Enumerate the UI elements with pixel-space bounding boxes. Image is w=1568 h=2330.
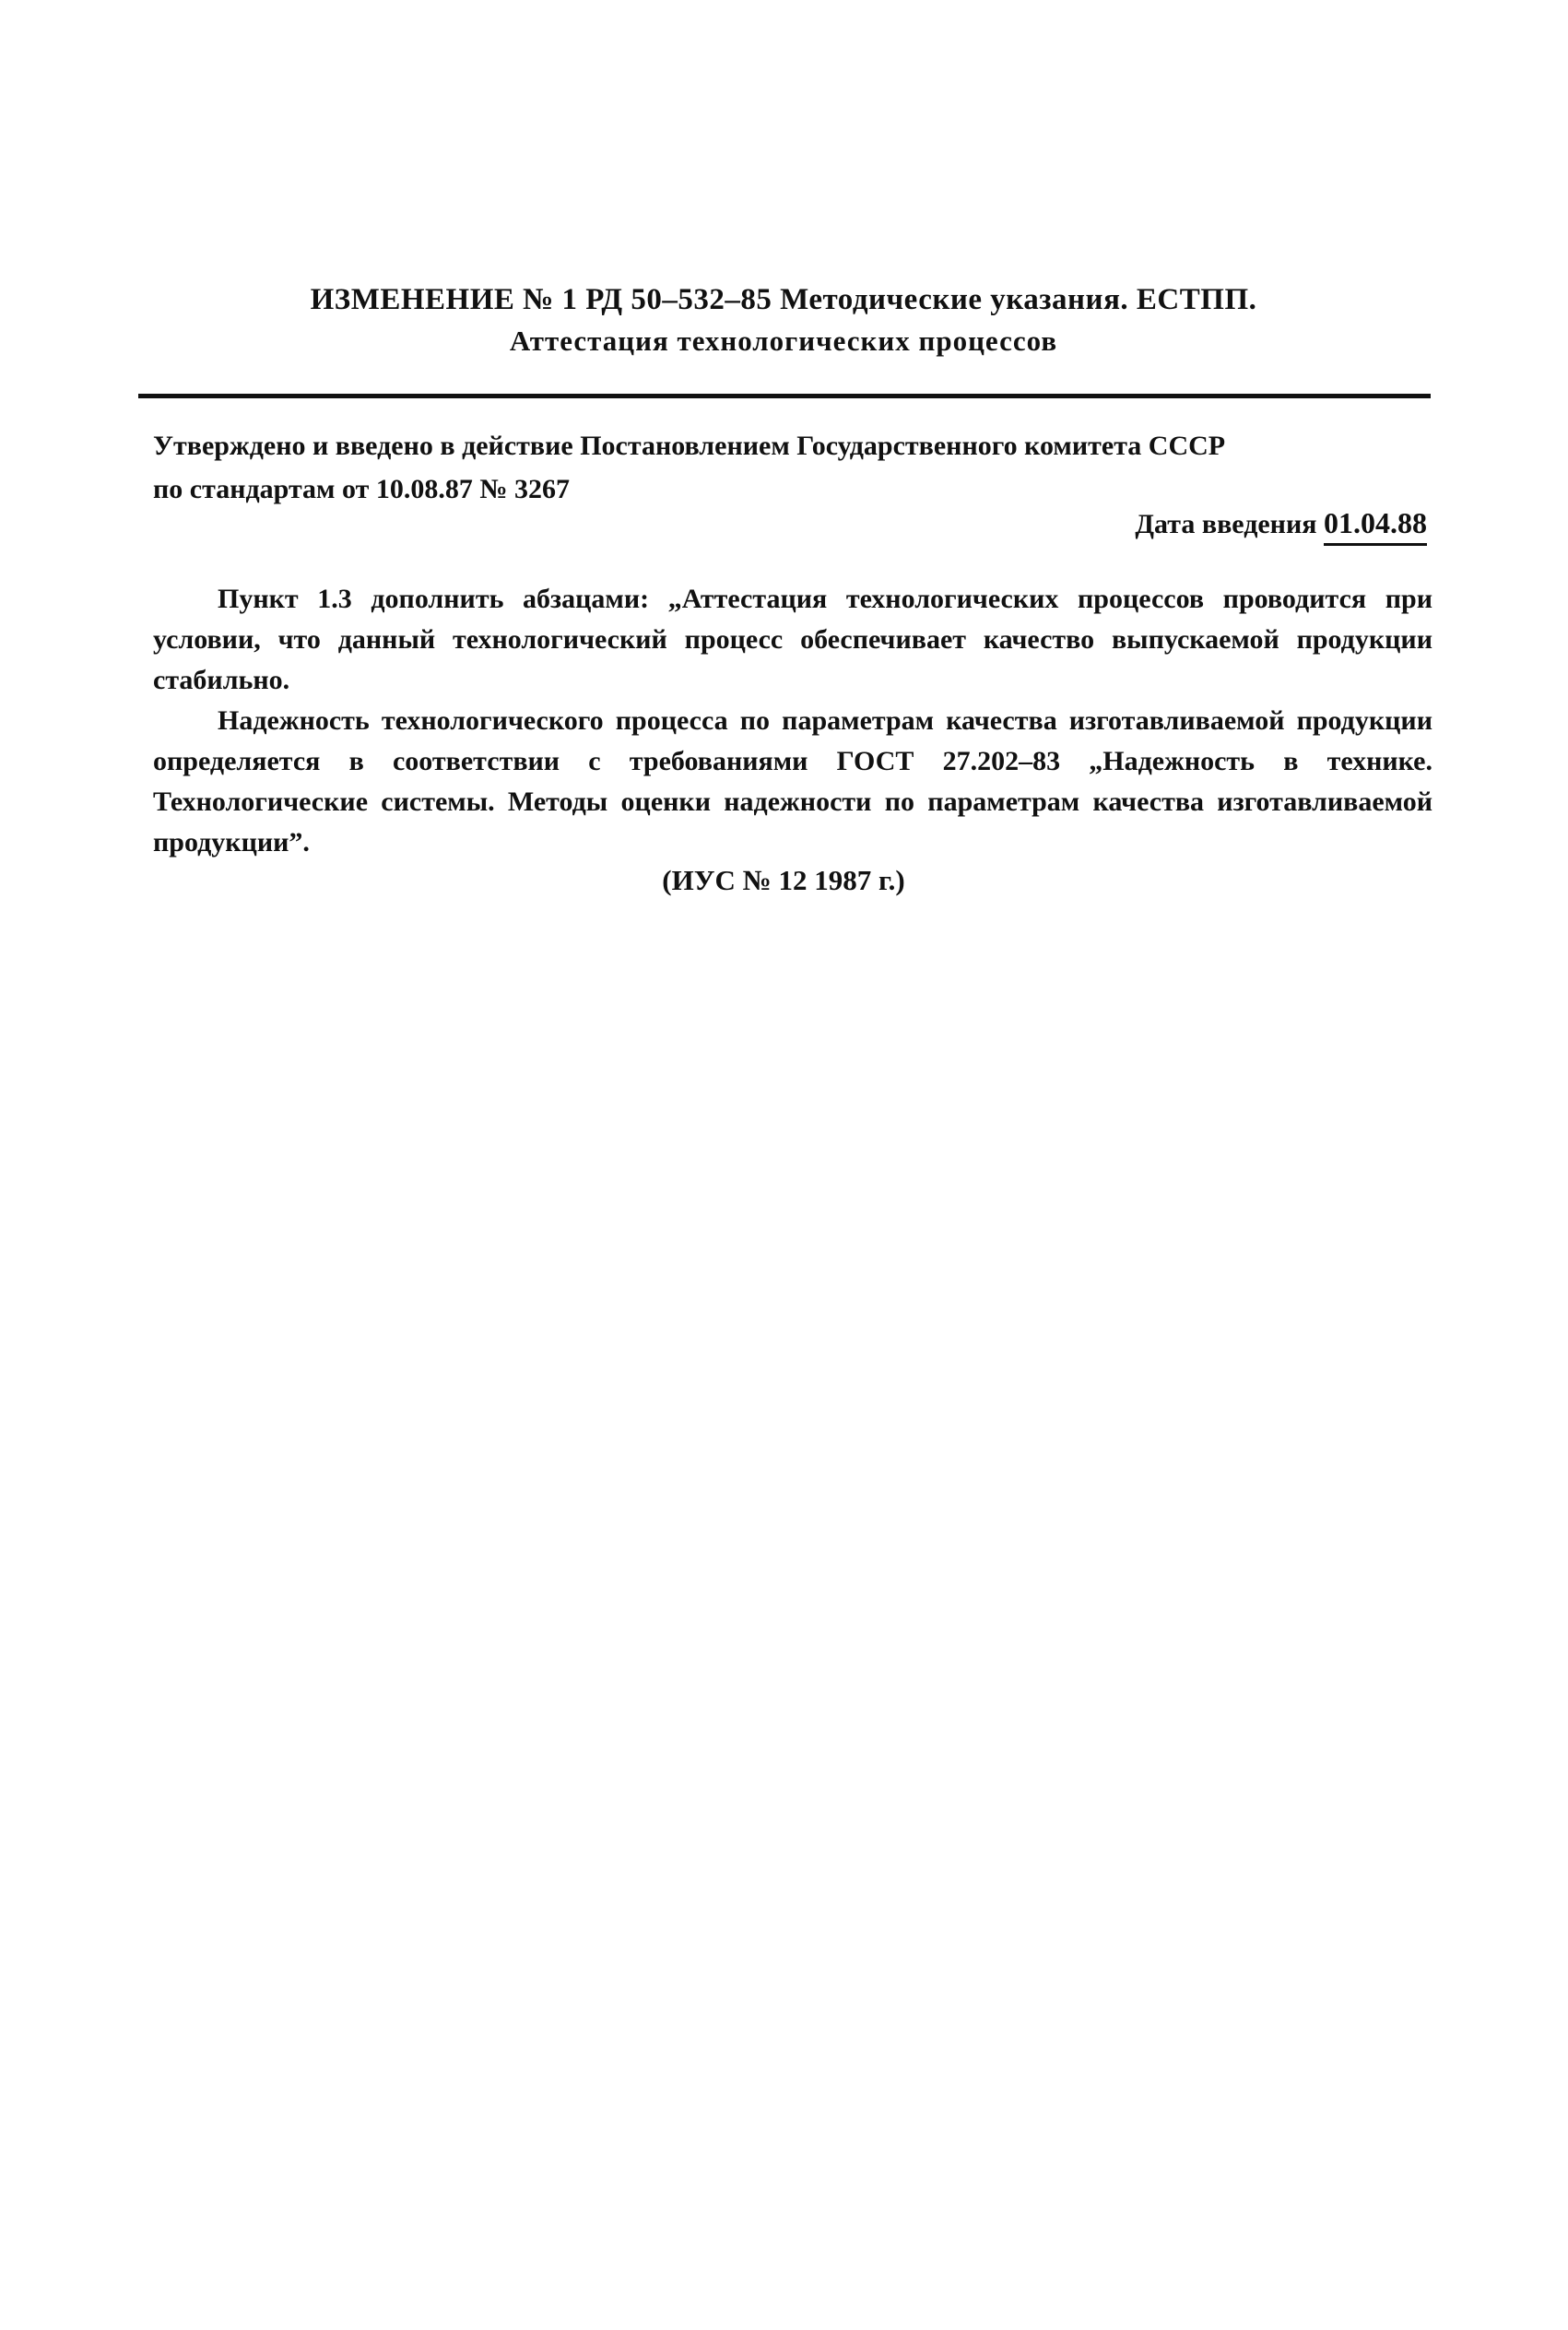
document-subtitle: Аттестация технологических процессов: [509, 325, 1058, 357]
effective-date: [1135, 503, 1427, 546]
document-body: [153, 579, 1432, 863]
approval-statement: [153, 424, 1432, 511]
document-title: ИЗМЕНЕНИЕ № 1 РД 50–532–85 Методические указания. ЕСТПП.: [310, 283, 1257, 316]
effective-date-label: Дата введения: [1135, 509, 1317, 539]
effective-date-value: 01.04.88: [1324, 504, 1427, 546]
paragraph-2: Надежность технологического процесса по параметрам качества изготавливаемой продукции определяется в соответствии с требованиями ГОСТ 27.202–83 „Надежность в технике. Технологические системы. Методы оценки надежности по параметрам качества изготавливаемой продукции”.: [153, 705, 1432, 857]
paragraph-1: Пункт 1.3 дополнить абзацами: „Аттестация технологических процессов проводится при условии, что данный технологический процесс обеспечивает качество выпускаемой продукции стабильно.: [153, 584, 1432, 695]
header-divider: [138, 394, 1431, 398]
publication-reference: (ИУС № 12 1987 г.): [662, 864, 905, 896]
approval-line-1: Утверждено и введено в действие Постановлением Государственного комитета СССР: [153, 431, 1226, 461]
document-header: [138, 278, 1429, 361]
approval-line-2: по стандартам от 10.08.87 № 3267: [153, 474, 570, 504]
